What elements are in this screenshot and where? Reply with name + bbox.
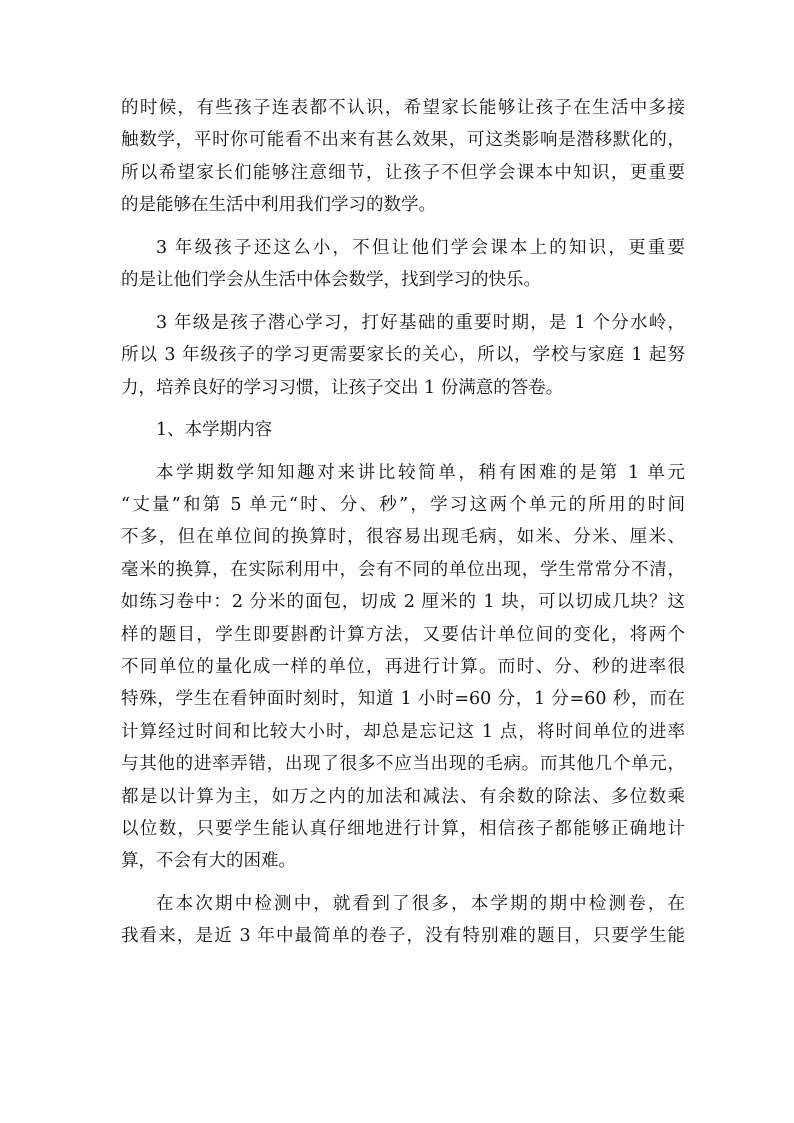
paragraph [121, 888, 685, 953]
paragraph-line: 3 年级是孩子潜心学习，打好基础的重要时期，是 1 个分水岭， [156, 312, 685, 333]
section-heading-text: 1、本学期内容 [156, 420, 273, 441]
paragraph-line: 算，不会有大的困难。 [121, 851, 296, 872]
paragraph-line: 不同单位的量化成一样的单位，再进行计算。而时、分、秒的进率很 [121, 657, 685, 677]
paragraph-line: 特殊，学生在看钟面时刻时，知道 1 小时=60 分，1 分=60 秒，而在 [121, 689, 685, 710]
paragraph-line: 样的题目，学生即要斟酌计算方法，又要估计单位间的变化，将两个 [121, 624, 685, 645]
paragraph-line: 力，培养良好的学习习惯，让孩子交出 1 份满意的答卷。 [121, 377, 564, 398]
paragraph-line: 在本次期中检测中，就看到了很多，本学期的期中检测卷，在 [156, 893, 685, 914]
paragraph-line: 如练习卷中：2 分米的面包，切成 2 厘米的 1 块，可以切成几块？这 [121, 592, 685, 613]
paragraph-line: “丈量”和第 5 单元“时、分、秒”，学习这两个单元的所用的时间 [121, 495, 685, 516]
paragraph-line: 3 年级孩子还这么小，不但让他们学会课本上的知识，更重要 [156, 237, 685, 258]
paragraph-line: 毫米的换算，在实际利用中，会有不同的单位出现，学生常常分不清， [121, 559, 685, 580]
paragraph-line: 不多，但在单位间的换算时，很容易出现毛病，如米、分米、厘米、 [121, 527, 685, 548]
paragraph-line: 与其他的进率弄错，出现了很多不应当出现的毛病。而其他几个单元， [121, 754, 685, 775]
paragraph-line: 所以希望家长们能够注意细节，让孩子不但学会课本中知识，更重要 [121, 162, 685, 183]
paragraph-line: 的是能够在生活中利用我们学习的数学。 [121, 195, 436, 216]
paragraph-line: 所以 3 年级孩子的学习更需要家长的关心，所以，学校与家庭 1 起努 [121, 345, 685, 366]
paragraph [121, 307, 685, 404]
paragraph [121, 92, 685, 222]
section-heading [121, 414, 685, 446]
paragraph-line: 以位数，只要学生能认真仔细地进行计算，相信孩子都能够正确地计 [121, 818, 685, 839]
paragraph-line: 计算经过时间和比较大小时，却总是忘记这 1 点，将时间单位的进率 [121, 721, 685, 742]
paragraph [121, 232, 685, 297]
paragraph-line: 的时候，有些孩子连表都不认识，希望家长能够让孩子在生活中多接 [121, 98, 685, 118]
paragraph [121, 457, 685, 878]
paragraph-line: 触数学，平时你可能看不出来有甚么效果，可这类影响是潜移默化的， [121, 130, 685, 151]
paragraph-line: 的是让他们学会从生活中体会数学，找到学习的快乐。 [121, 270, 541, 291]
document-body [121, 92, 685, 953]
paragraph-line: 都是以计算为主，如万之内的加法和减法、有余数的除法、多位数乘 [121, 786, 685, 807]
paragraph-line: 我看来，是近 3 年中最简单的卷子，没有特别难的题目，只要学生能 [121, 926, 685, 947]
paragraph-line: 本学期数学知知趣对来讲比较简单，稍有困难的是第 1 单元 [156, 462, 685, 483]
